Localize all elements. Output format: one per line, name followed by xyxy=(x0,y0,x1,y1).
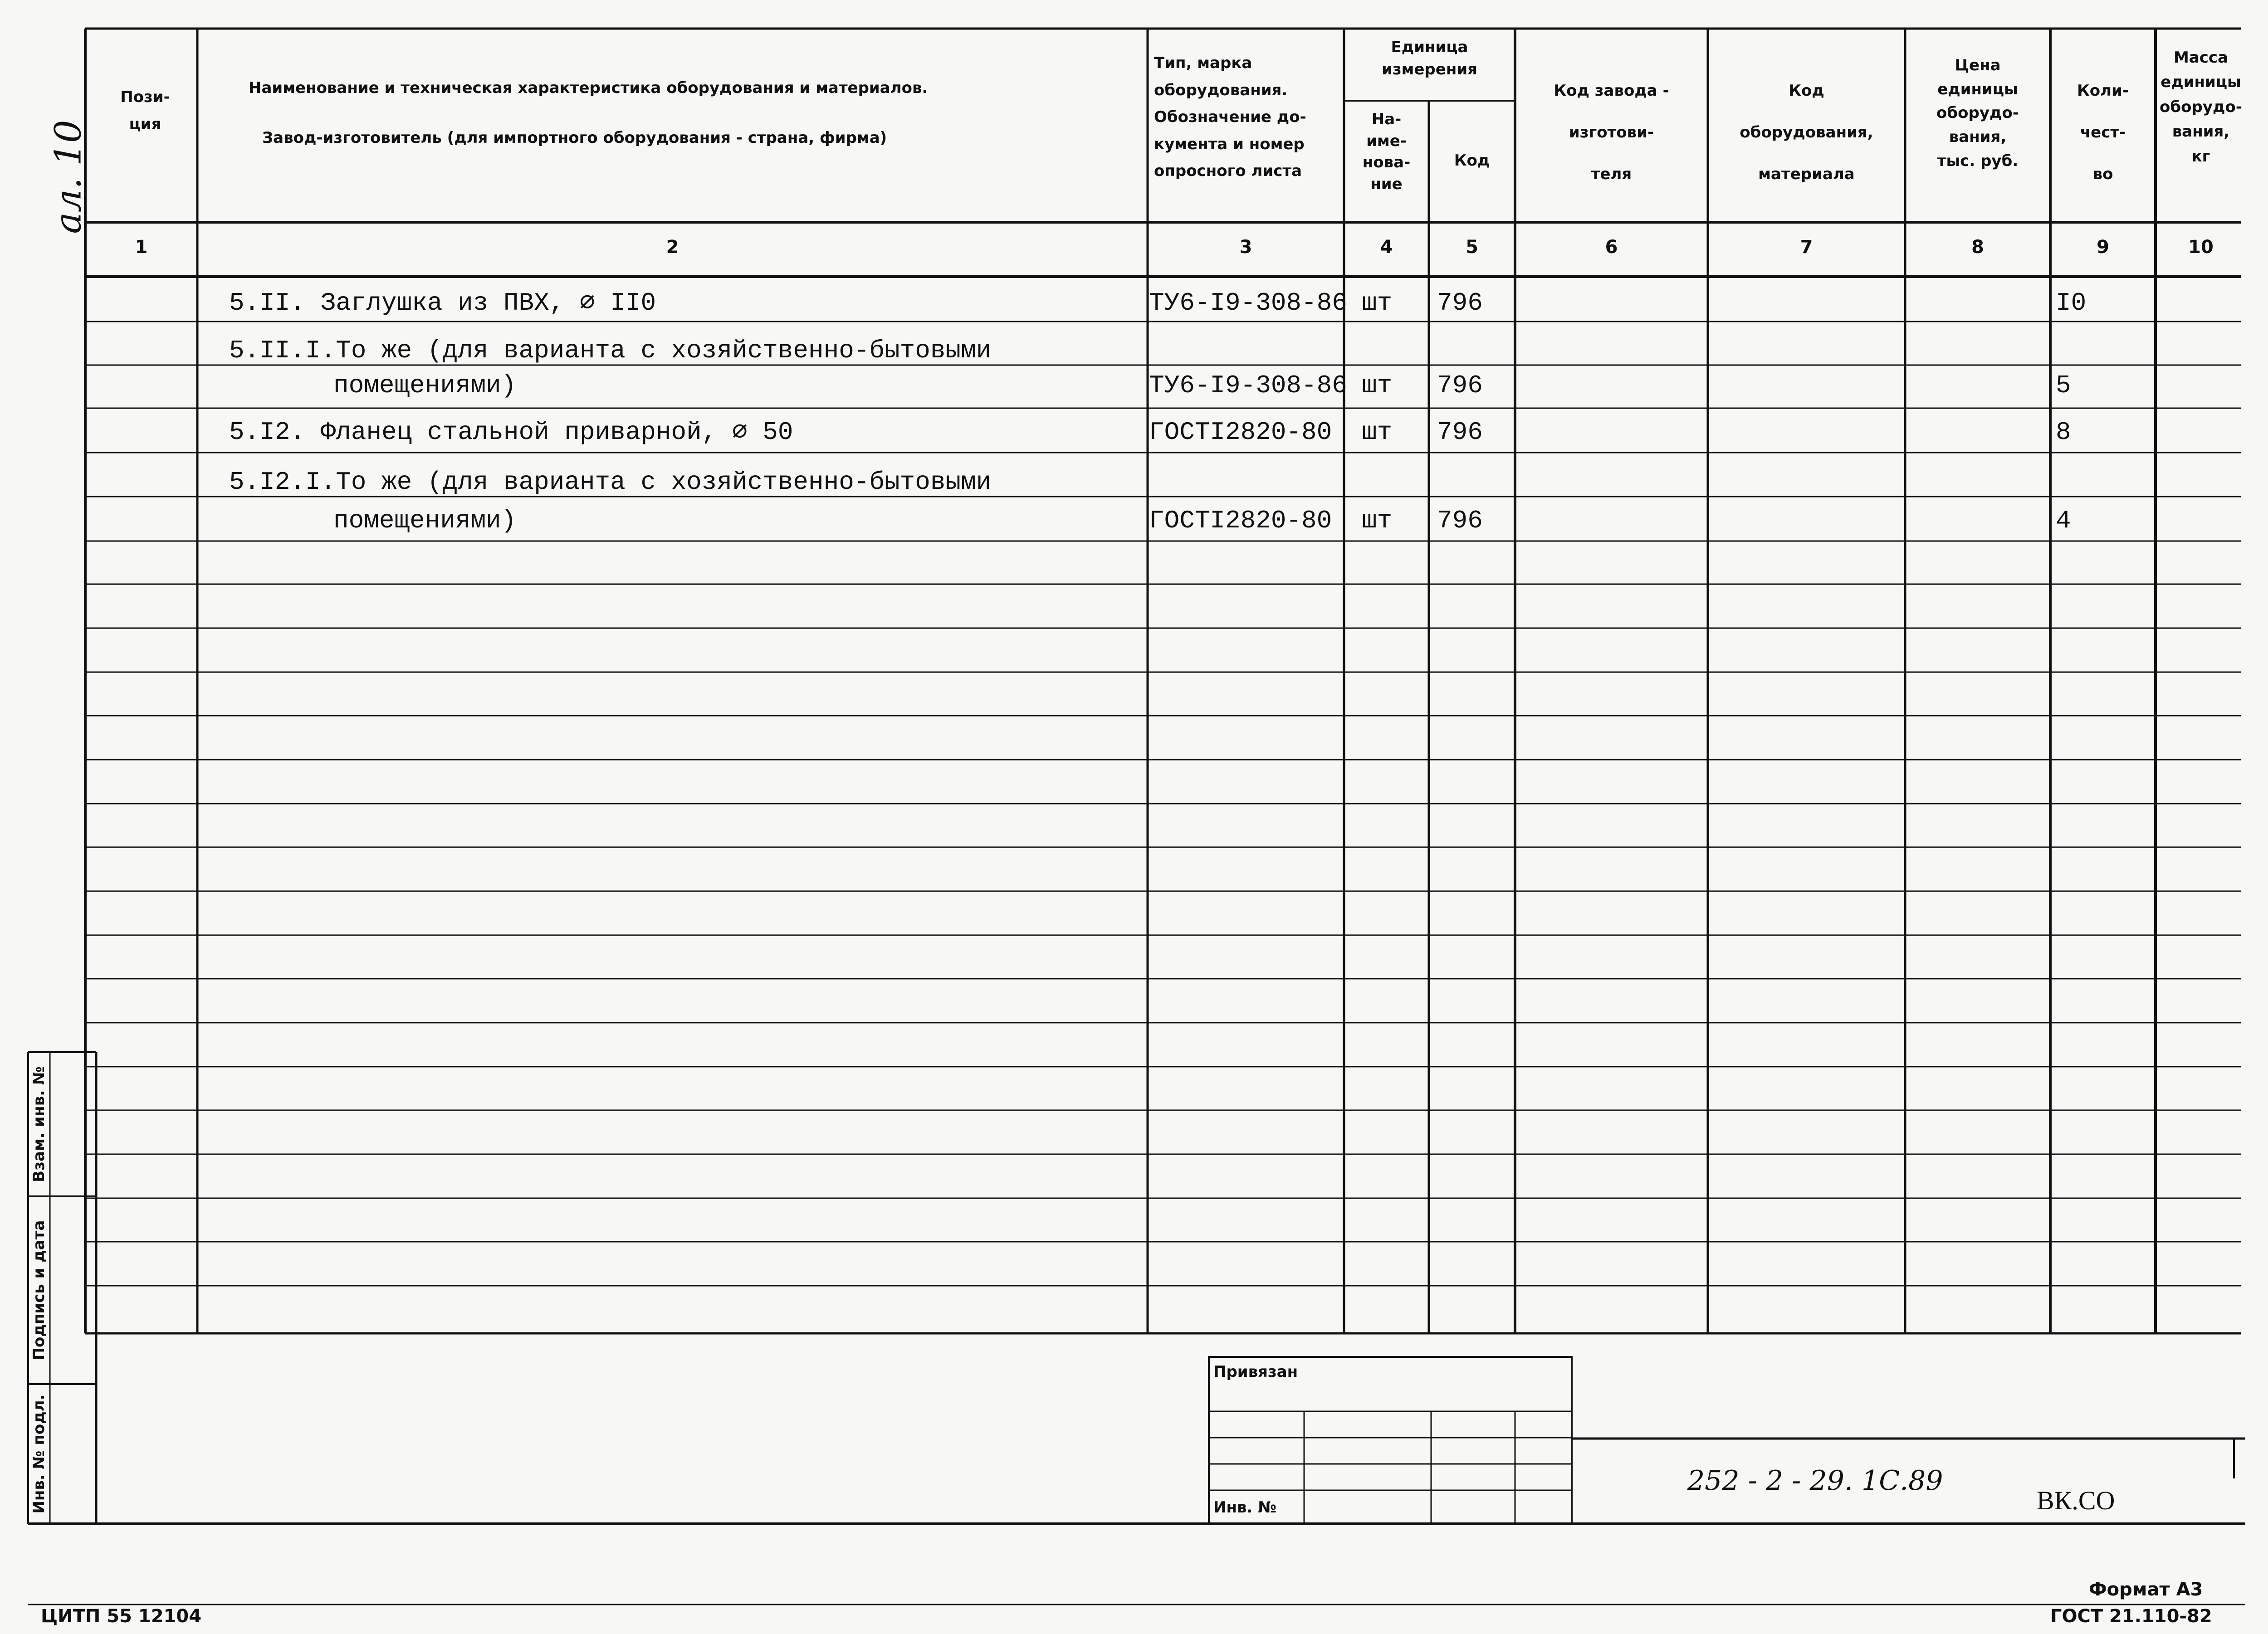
row-code: 796 xyxy=(1437,418,1483,447)
column-number: 6 xyxy=(1605,237,1618,258)
row-name: 5.II.I.То же (для варианта с хозяйственно-бытовыми xyxy=(229,336,992,365)
stamp-original-inv: Инв. № подл. xyxy=(30,1394,48,1514)
column-number: 8 xyxy=(1971,237,1984,258)
row-unit: шт xyxy=(1362,418,1393,447)
row-code: 796 xyxy=(1437,288,1483,317)
row-doc: ГОСТI2820-80 xyxy=(1149,418,1332,447)
row-doc: ТУ6-I9-308-86 xyxy=(1149,288,1347,317)
column-number: 10 xyxy=(2188,237,2214,258)
header-factory-code: Код завода - изготови- теля xyxy=(1554,82,1669,183)
paper-format: Формат А3 xyxy=(2089,1579,2203,1600)
inv-number-label: Инв. № xyxy=(1213,1498,1277,1517)
row-code: 796 xyxy=(1437,371,1483,400)
row-name: помещениями) xyxy=(333,506,517,535)
column-number: 5 xyxy=(1466,237,1478,258)
row-qty: 4 xyxy=(2056,506,2071,535)
row-name: 5.I2.I.То же (для варианта с хозяйственно-бытовыми xyxy=(229,468,992,497)
row-unit: шт xyxy=(1362,506,1393,535)
column-number: 3 xyxy=(1239,237,1252,258)
stamp-replaced-inv: Взам. инв. № xyxy=(30,1066,48,1182)
header-position: Пози- ция xyxy=(120,88,170,133)
sheet-code: ВК.СО xyxy=(2037,1486,2115,1515)
footer-standard: ГОСТ 21.110-82 xyxy=(2050,1606,2212,1627)
sheet-label: ал. 10 xyxy=(47,120,89,234)
footer-left-code: ЦИТП 55 12104 xyxy=(41,1606,202,1627)
column-number: 1 xyxy=(135,237,148,258)
header-unit-name: На- име- нова- ние xyxy=(1362,110,1411,193)
column-number: 9 xyxy=(2097,237,2109,258)
row-code: 796 xyxy=(1437,506,1483,535)
header-name-line1: Наименование и техническая характеристика оборудования и материалов. xyxy=(249,79,928,97)
row-name: 5.II. Заглушка из ПВХ, ∅ II0 xyxy=(229,288,656,317)
header-price: Цена единицы оборудо- вания, тыс. руб. xyxy=(1936,56,2019,170)
header-type: Тип, марка оборудования. Обозначение до- кумента и номер опросного листа xyxy=(1154,54,1306,180)
column-number: 7 xyxy=(1800,237,1813,258)
column-number: 2 xyxy=(666,237,679,258)
header-equipment-code: Код оборудования, материала xyxy=(1740,82,1873,183)
bound-label: Привязан xyxy=(1213,1363,1298,1381)
row-doc: ГОСТI2820-80 xyxy=(1149,506,1332,535)
row-qty: 5 xyxy=(2056,371,2071,400)
header-unit-code: Код xyxy=(1454,151,1490,170)
row-doc: ТУ6-I9-308-86 xyxy=(1149,371,1347,400)
row-qty: 8 xyxy=(2056,418,2071,447)
row-name: помещениями) xyxy=(333,371,517,400)
row-name: 5.I2. Фланец стальной приварной, ∅ 50 xyxy=(229,418,793,447)
header-name-line2: Завод-изготовитель (для импортного оборудования - страна, фирма) xyxy=(262,129,887,147)
header-unit: Единица измерения xyxy=(1382,38,1477,79)
row-unit: шт xyxy=(1362,288,1393,317)
column-number: 4 xyxy=(1380,237,1393,258)
header-quantity: Коли- чест- во xyxy=(2077,82,2129,183)
document-code: 252 - 2 - 29. 1С.89 xyxy=(1687,1465,1943,1497)
header-mass: Масса единицы оборудо- вания, кг xyxy=(2160,49,2242,166)
row-unit: шт xyxy=(1362,371,1393,400)
stamp-signature-date: Подпись и дата xyxy=(30,1220,48,1361)
row-qty: I0 xyxy=(2056,288,2087,317)
